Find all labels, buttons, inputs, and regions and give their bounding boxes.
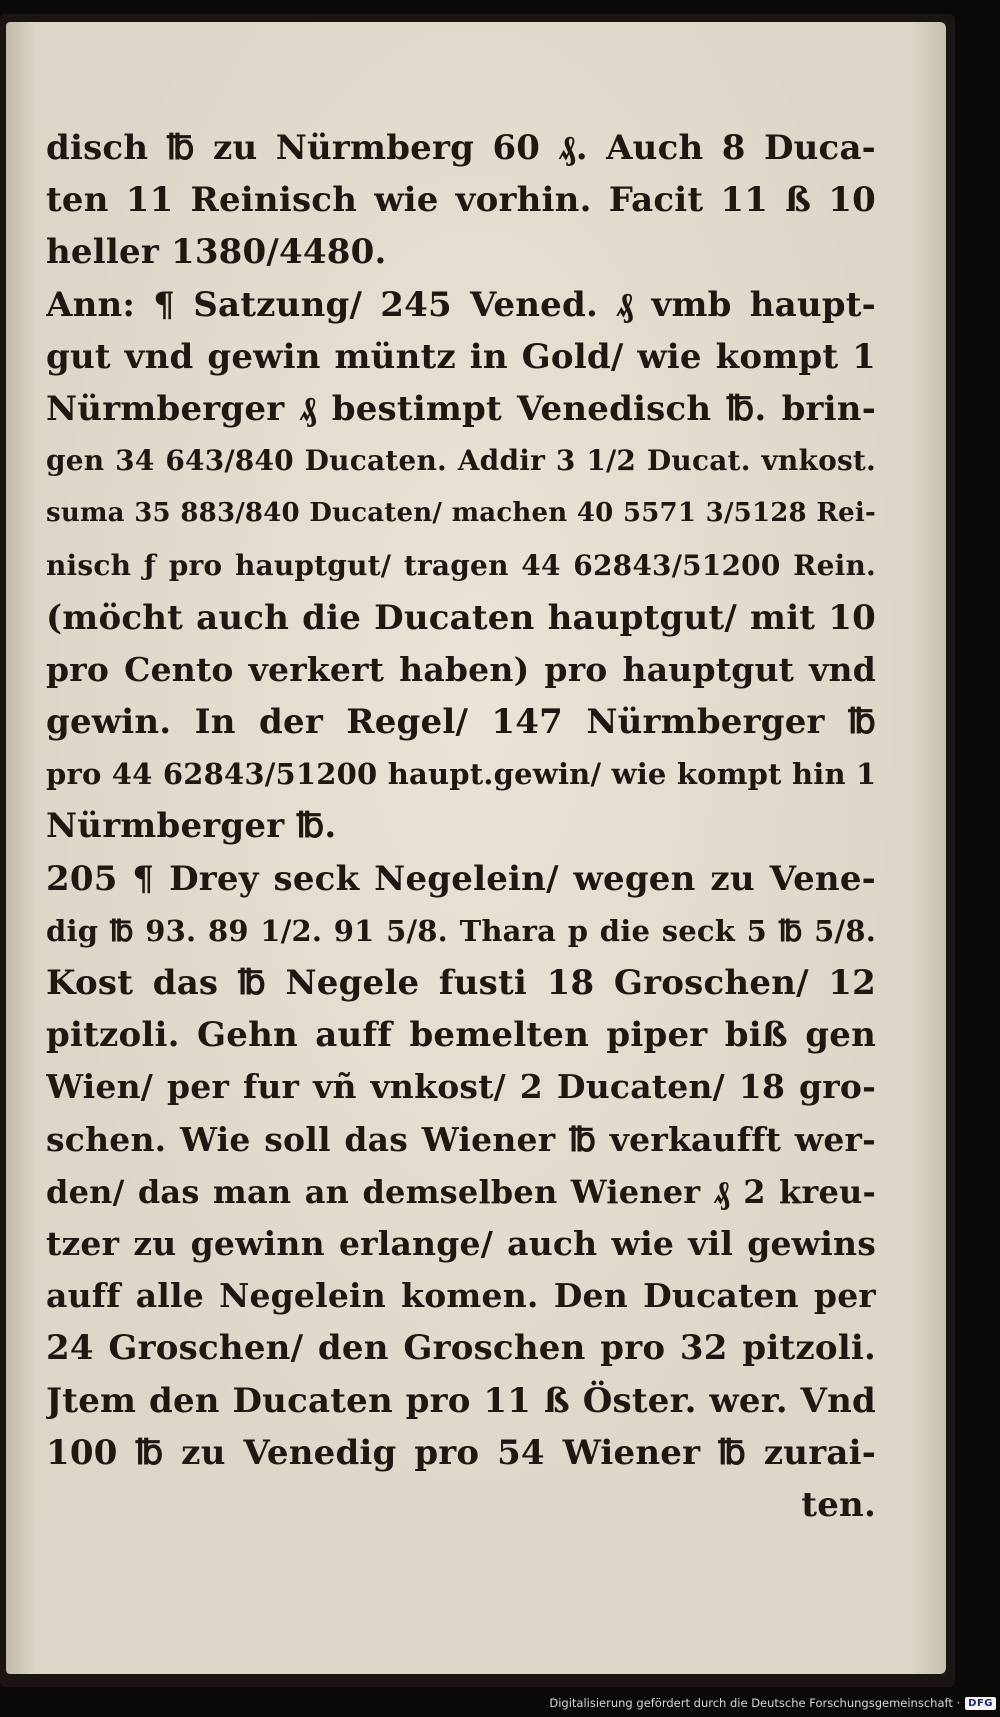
text-line: suma 35 883/840 Ducaten/ machen 40 5571 3/5128 Rei-	[46, 498, 876, 529]
text-line: pro Cento verkert haben) pro hauptgut vnd	[46, 649, 876, 689]
text-line: tzer zu gewinn erlange/ auch wie vil gewins	[46, 1223, 876, 1263]
text-line: den/ das man an demselben Wiener ₰ 2 kreu-	[46, 1172, 876, 1211]
page-text	[46, 122, 876, 1531]
text-line: pro 44 62843/51200 haupt.gewin/ wie kompt hin 1	[46, 757, 876, 792]
text-line: gewin. In der Regel/ 147 Nürmberger ℔	[46, 702, 876, 743]
digitization-footer	[549, 1692, 996, 1714]
text-line: 100 ℔ zu Venedig pro 54 Wiener ℔ zurai-	[46, 1432, 876, 1473]
funding-notice: Digitalisierung gefördert durch die Deutsche Forschungsgemeinschaft ·	[549, 1696, 961, 1710]
text-line: (möcht auch die Ducaten hauptgut/ mit 10	[46, 597, 876, 638]
text-line: schen. Wie soll das Wiener ℔ verkaufft wer-	[46, 1119, 876, 1159]
text-line: nisch ƒ pro hauptgut/ tragen 44 62843/51200 Rein.	[46, 548, 876, 582]
text-line: gut vnd gewin müntz in Gold/ wie kompt 1	[46, 336, 876, 377]
text-line: Wien/ per fur vñ vnkost/ 2 Ducaten/ 18 gro-	[46, 1067, 876, 1107]
text-line: Ann: ¶ Satzung/ 245 Vened. ₰ vmb haupt-	[46, 284, 876, 325]
text-line: Nürmberger ₰ bestimpt Venedisch ℔. brin-	[46, 388, 876, 429]
text-line: disch ℔ zu Nürmberg 60 ₰. Auch 8 Duca-	[46, 128, 876, 168]
text-line: 205 ¶ Drey seck Negelein/ wegen zu Vene-	[46, 858, 876, 899]
text-line: heller 1380/4480.	[46, 232, 387, 273]
text-line: Nürmberger ℔.	[46, 806, 337, 847]
book-page	[6, 22, 946, 1674]
text-line: ten 11 Reinisch wie vorhin. Facit 11 ß 10	[46, 180, 876, 221]
text-line: Kost das ℔ Negele fusti 18 Groschen/ 12	[46, 963, 876, 1003]
dfg-logo: DFG	[965, 1697, 996, 1710]
text-line: Jtem den Ducaten pro 11 ß Öster. wer. Vnd	[46, 1380, 876, 1421]
text-line: 24 Groschen/ den Groschen pro 32 pitzoli.	[46, 1328, 876, 1369]
catchword: ten.	[801, 1484, 876, 1525]
text-line: dig ℔ 93. 89 1/2. 91 5/8. Thara p die seck 5 ℔ 5/8.	[46, 913, 876, 948]
text-line: pitzoli. Gehn auff bemelten piper biß gen	[46, 1015, 876, 1056]
text-line: gen 34 643/840 Ducaten. Addir 3 1/2 Ducat. vnkost.	[46, 444, 876, 478]
text-line: auff alle Negelein komen. Den Ducaten per	[46, 1276, 876, 1316]
